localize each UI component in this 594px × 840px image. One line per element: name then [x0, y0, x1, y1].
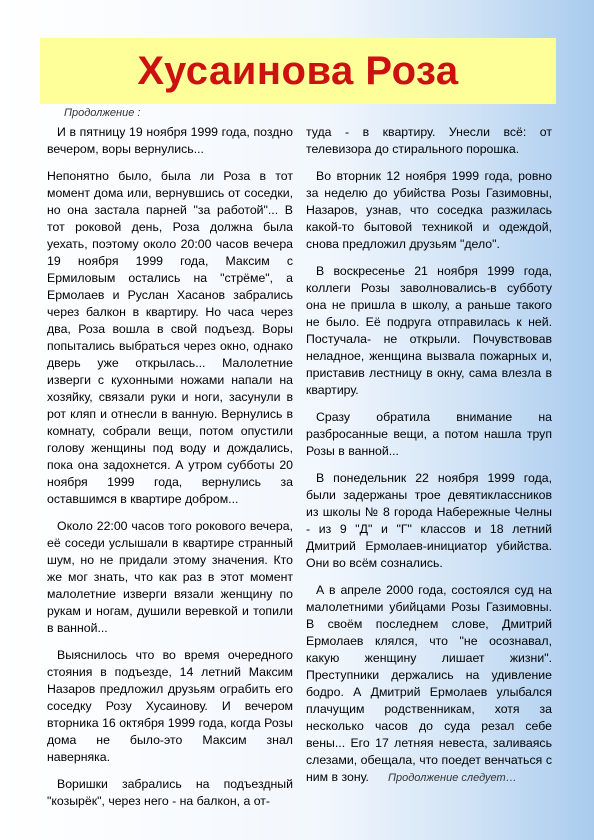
paragraph: туда - в квартиру. Унесли всё: от телевизора до стирального порошка.	[306, 125, 552, 156]
right-column	[306, 124, 552, 796]
paragraph: Выяснилось что во время очередного стояния в подъезде, 14 летний Максим Назаров предложил друзьям ограбить его соседку Розу Хусаинову. И вечером вторника 16 октября 1999 года, когда Розы дома не было-это Максим знал наверняка.	[47, 648, 293, 764]
left-column	[47, 124, 293, 820]
paragraph: Около 22:00 часов того рокового вечера, её соседи услышали в квартире странный шум, но не придали этому значения. Кто же мог знать, что как раз в этот момент малолетние изверги вязали женщину по рукам и ногам, душили веревкой и топили в ванной...	[47, 519, 293, 635]
paragraph: И в пятницу 19 ноября 1999 года, поздно вечером, воры вернулись...	[47, 125, 293, 156]
page-title: Хусаинова Роза	[137, 48, 459, 93]
continuation-label: Продолжение :	[64, 107, 141, 119]
continued-label: Продолжение следует…	[388, 772, 517, 784]
paragraph: Во вторник 12 ноября 1999 года, ровно за неделю до убийства Розы Газимовны, Назаров, узнав, что соседка разжилась какой-то бытовой техникой и одеждой, снова предложил друзьям "дело".	[306, 169, 552, 251]
paragraph: А в апреле 2000 года, состоялся суд на малолетними убийцами Розы Газимовны. В своём последнем слове, Дмитрий Ермолаев клялся, что "не осознавал, какую женщину лишает жизни". Преступники держались на удивление бодро. А Дмитрий Ермолаев улыбался плачущим родственникам, хотя за несколько часов до суда резал себе вены... Его 17 летняя невеста, заливаясь слезами, обещала, что поедет венчаться с ним в зону.	[306, 583, 552, 784]
paragraph: Воришки забрались на подъездный "козырёк", через него - на балкон, а от-	[47, 777, 293, 808]
paragraph: В понедельник 22 ноября 1999 года, были задержаны трое девятиклассников из школы № 8 города Набережные Челны - из 9 "Д" и "Г" классов и 18 летний Дмитрий Ермолаев-инициатор убийства. Они во всём сознались.	[306, 471, 552, 570]
title-banner	[40, 38, 556, 104]
paragraph: Непонятно было, была ли Роза в тот момент дома или, вернувшись от соседки, но она застала парней "за работой"... В тот роковой день, Роза должна была уехать, поэтому около 20:00 часов вечера 19 ноября 1999 года, Максим с Ермиловым остались на "стрёме", а Ермолаев и Руслан Хасанов забрались через балкон в квартиру. Но часа через два, Роза вошла в свой подъезд. Воры попытались выбраться через окно, однако дверь уже открылась... Малолетние изверги с кухонными ножами напали на хозяйку, связали руки и ноги, засунули в рот кляп и отнесли в ванную. Вернулись в комнату, собрали вещи, потом опустили голову женщины под воду и дождались, пока она задохнется. А утром субботы 20 ноября 1999 года, вернулись за оставшимся в квартире добром...	[47, 169, 293, 506]
paragraph: Сразу обратила внимание на разбросанные вещи, а потом нашла труп Розы в ванной...	[306, 410, 552, 458]
paragraph: В воскресенье 21 ноября 1999 года, коллеги Розы заволновались-в субботу она не пришла в школу, а раньше такого не было. Её подруга отправилась к ней. Постучала- не открыли. Почувствовав неладное, женщина вызвала пожарных и, приставив лестницу в окну, сама влезла в квартиру.	[306, 264, 552, 397]
